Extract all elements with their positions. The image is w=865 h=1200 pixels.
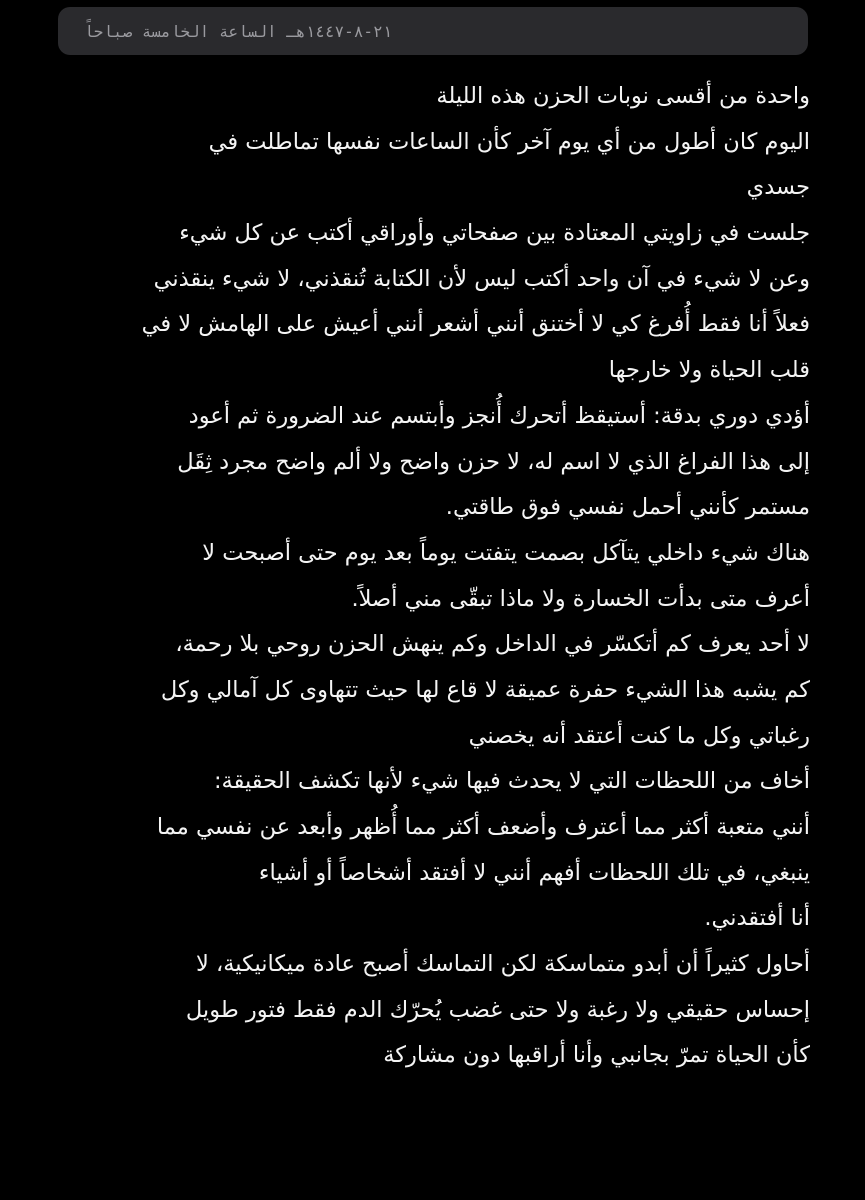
note-line: أعرف متى بدأت الخسارة ولا ماذا تبقّى مني أصلاً. bbox=[351, 585, 810, 612]
note-line: اليوم كان أطول من أي يوم آخر كأن الساعات نفسها تماطلت في bbox=[208, 128, 810, 155]
note-line: ينبغي، في تلك اللحظات أفهم أنني لا أفتقد أشخاصاً أو أشياء bbox=[258, 859, 810, 886]
note-line: مستمر كأنني أحمل نفسي فوق طاقتي. bbox=[445, 494, 810, 521]
note-line: رغباتي وكل ما كنت أعتقد أنه يخصني bbox=[468, 722, 810, 749]
note-line: كم يشبه هذا الشيء حفرة عميقة لا قاع لها حيث تتهاوى كل آمالي وكل bbox=[160, 676, 810, 703]
note-line: أخاف من اللحظات التي لا يحدث فيها شيء لأنها تكشف الحقيقة: bbox=[213, 768, 810, 795]
note-text-body[interactable] bbox=[50, 74, 810, 1079]
note-line: أنا أفتقدني. bbox=[704, 905, 810, 932]
note-line: فعلاً أنا فقط أُفرغ كي لا أختنق أنني أشعر أنني أعيش على الهامش لا في bbox=[141, 311, 810, 338]
note-line: أؤدي دوري بدقة: أستيقظ أتحرك أُنجز وأبتسم عند الضرورة ثم أعود bbox=[188, 402, 810, 429]
note-line: قلب الحياة ولا خارجها bbox=[608, 357, 810, 384]
note-line: وعن لا شيء في آن واحد أكتب ليس لأن الكتابة تُنقذني، لا شيء ينقذني bbox=[153, 265, 810, 292]
note-line: واحدة من أقسى نوبات الحزن هذه الليلة bbox=[436, 83, 810, 109]
timestamp-text: ٢١-٨-١٤٤٧هـ الساعة الخامسة صباحاً bbox=[84, 21, 393, 41]
note-line: أحاول كثيراً أن أبدو متماسكة لكن التماسك أصبح عادة ميكانيكية، لا bbox=[195, 951, 810, 978]
note-line: إحساس حقيقي ولا رغبة ولا حتى غضب يُحرّك الدم فقط فتور طويل bbox=[185, 996, 810, 1023]
note-line: هناك شيء داخلي يتآكل بصمت يتفتت يوماً بعد يوم حتى أصبحت لا bbox=[202, 539, 810, 566]
note-line: إلى هذا الفراغ الذي لا اسم له، لا حزن واضح ولا ألم واضح مجرد ثِقَل bbox=[177, 448, 810, 475]
timestamp-bar bbox=[58, 7, 808, 55]
note-line: لا أحد يعرف كم أتكسّر في الداخل وكم ينهش الحزن روحي بلا رحمة، bbox=[175, 631, 810, 658]
note-line: كأن الحياة تمرّ بجانبي وأنا أراقبها دون مشاركة bbox=[383, 1042, 810, 1069]
note-line: أنني متعبة أكثر مما أعترف وأضعف أكثر مما أُظهر وأبعد عن نفسي مما bbox=[156, 814, 810, 840]
note-line: جلست في زاويتي المعتادة بين صفحاتي وأوراقي أكتب عن كل شيء bbox=[179, 220, 810, 247]
note-line: جسدي bbox=[746, 174, 810, 201]
